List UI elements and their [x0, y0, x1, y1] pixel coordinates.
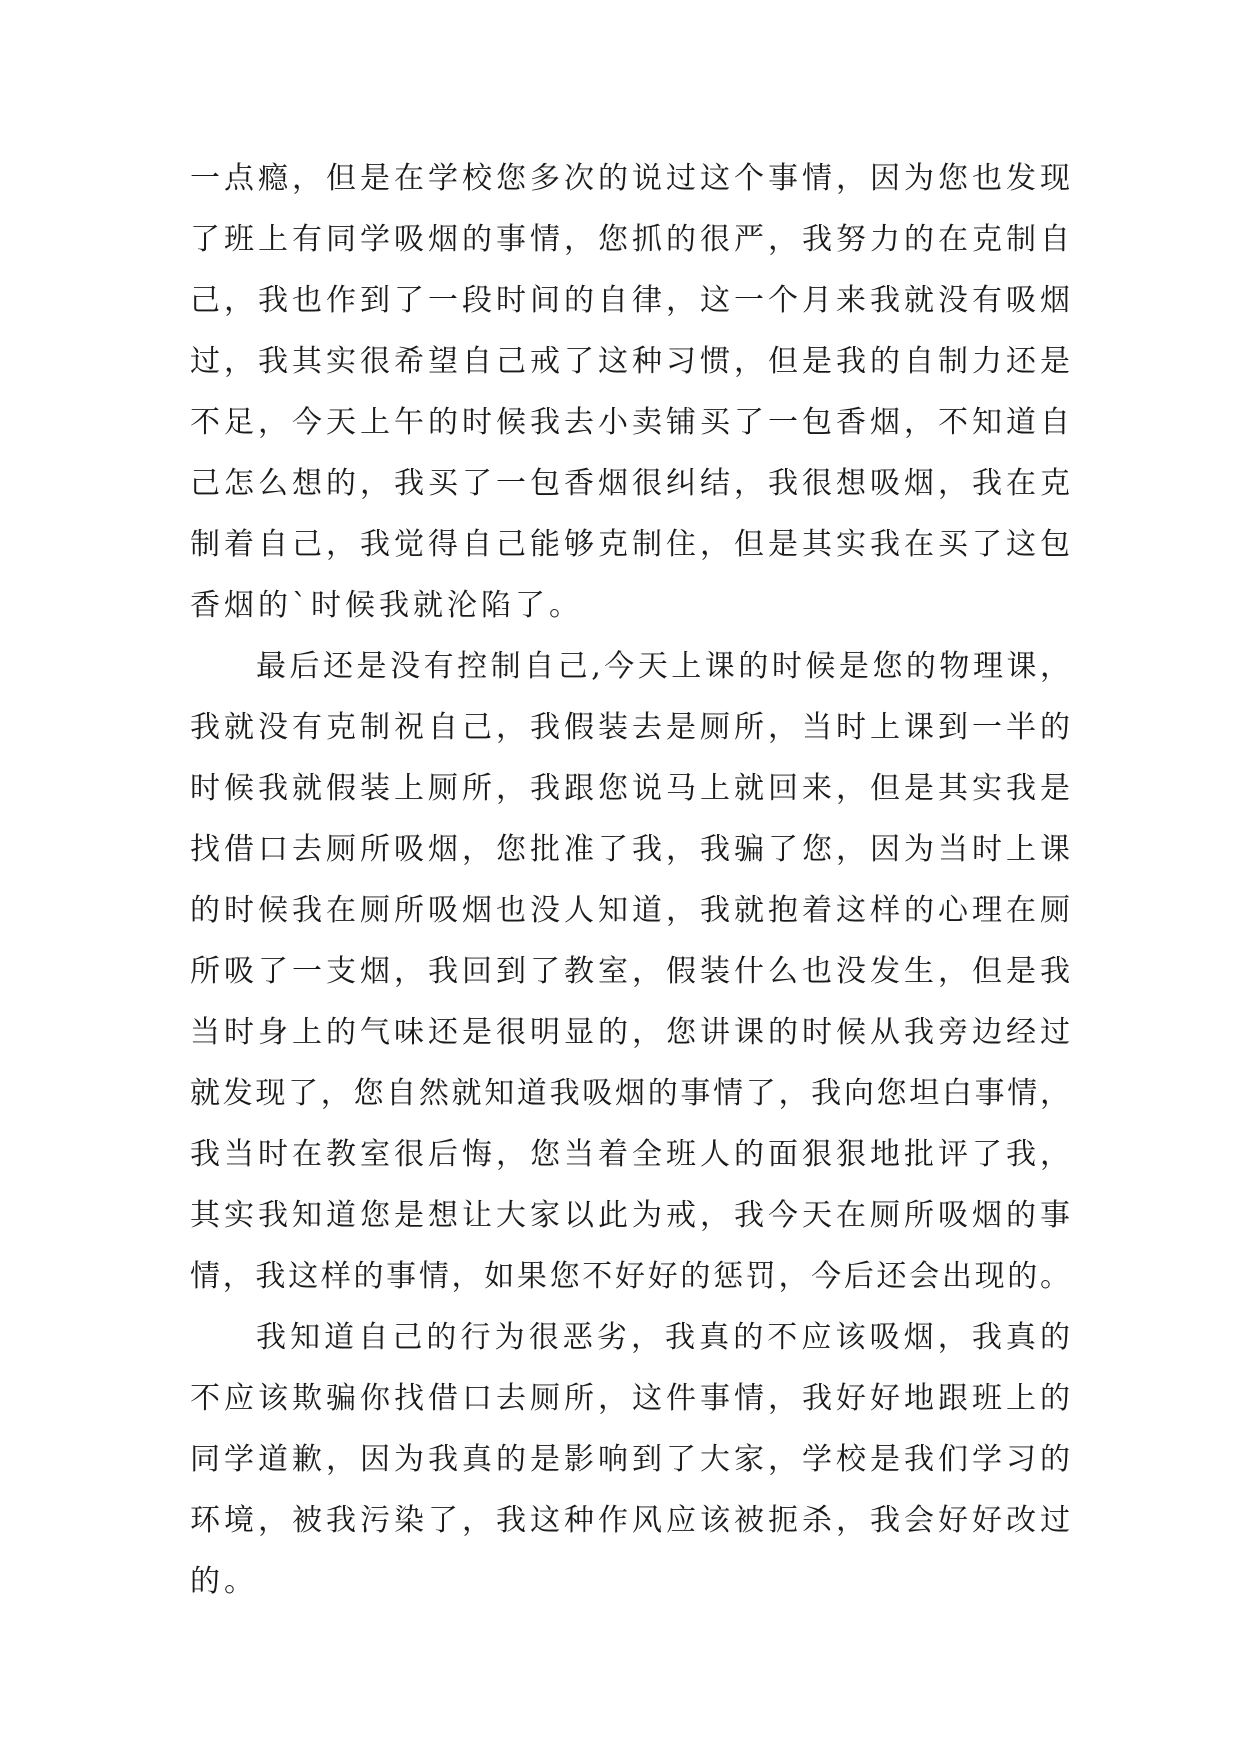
- text-line: 所吸了一支烟，我回到了教室，假装什么也没发生，但是我: [190, 954, 1070, 989]
- text-line: 同学道歉，因为我真的是影响到了大家，学校是我们学习的: [190, 1442, 1070, 1477]
- text-line: 过，我其实很希望自己戒了这种习惯，但是我的自制力还是: [190, 344, 1070, 379]
- text-line: 一点瘾，但是在学校您多次的说过这个事情，因为您也发现: [190, 161, 1070, 196]
- text-line: 最后还是没有控制自己,今天上课的时候是您的物理课，: [256, 649, 1070, 684]
- text-line: 不应该欺骗你找借口去厕所，这件事情，我好好地跟班上的: [190, 1381, 1070, 1416]
- text-line: 己怎么想的，我买了一包香烟很纠结，我很想吸烟，我在克: [190, 466, 1070, 501]
- text-line: 就发现了，您自然就知道我吸烟的事情了，我向您坦白事情，: [190, 1076, 1070, 1111]
- text-line: 的时候我在厕所吸烟也没人知道，我就抱着这样的心理在厕: [190, 893, 1070, 928]
- text-line: 己，我也作到了一段时间的自律，这一个月来我就没有吸烟: [190, 283, 1070, 318]
- text-line: 我就没有克制祝自己，我假装去是厕所，当时上课到一半的: [190, 710, 1070, 745]
- document-body: [190, 160, 1070, 1624]
- text-line: 我当时在教室很后悔，您当着全班人的面狠狠地批评了我，: [190, 1137, 1070, 1172]
- text-line: 香烟的`时候我就沦陷了。: [190, 588, 583, 623]
- paragraph: [190, 648, 1070, 1319]
- paragraph: [190, 160, 1070, 648]
- text-line: 不足，今天上午的时候我去小卖铺买了一包香烟，不知道自: [190, 405, 1070, 440]
- text-line: 了班上有同学吸烟的事情，您抓的很严，我努力的在克制自: [190, 222, 1070, 257]
- text-line: 时候我就假装上厕所，我跟您说马上就回来，但是其实我是: [190, 771, 1070, 806]
- paragraph: [190, 1319, 1070, 1624]
- text-line: 找借口去厕所吸烟，您批准了我，我骗了您，因为当时上课: [190, 832, 1070, 867]
- text-line: 制着自己，我觉得自己能够克制住，但是其实我在买了这包: [190, 527, 1070, 562]
- text-line: 我知道自己的行为很恶劣，我真的不应该吸烟，我真的: [256, 1320, 1070, 1355]
- text-line: 情，我这样的事情，如果您不好好的惩罚，今后还会出现的。: [190, 1259, 1070, 1294]
- text-line: 其实我知道您是想让大家以此为戒，我今天在厕所吸烟的事: [190, 1198, 1070, 1233]
- text-line: 环境，被我污染了，我这种作风应该被扼杀，我会好好改过: [190, 1503, 1070, 1538]
- text-line: 当时身上的气味还是很明显的，您讲课的时候从我旁边经过: [190, 1015, 1070, 1050]
- text-line: 的。: [190, 1564, 258, 1599]
